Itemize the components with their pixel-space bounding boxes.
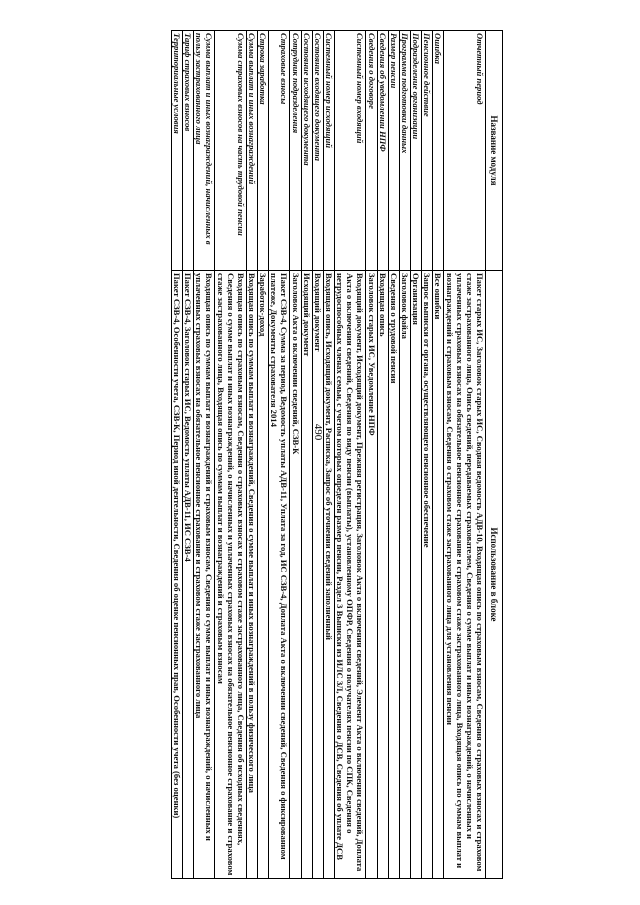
usage-cell: Пакет СЗВ-4, Сумма за период, Ведомость уплаты АДВ-11, Уплата за год, ИС СЗВ-4, Доплата Акта о включении сведений, Сведения о фиксированном платеже, Документы страхователя 2014 [269,271,290,879]
modules-table [171,30,503,879]
rotated-table-container [43,30,503,878]
module-name-cell: Сведения о договоре [366,31,377,271]
usage-cell: Входящая опись, Исходящий документ, Расписка, Запрос об уточнении сведений заполненный [323,271,334,879]
table-row [411,31,422,879]
usage-cell: Заголовок файла [399,271,410,879]
usage-cell: Входящая опись по суммам выплат и вознаграждений и страховым взносам, Сведения о сумме выплат и иных вознаграждений, о начисленных и уплаченных страховых взносах на обязательное пенсионное страхование и страховом стаже застрахованного лица [194,271,215,879]
usage-cell: Все ошибки [433,271,444,879]
table-row [335,31,366,879]
usage-cell: Сведения о трудовой пенсии [388,271,399,879]
usage-cell: Пакет СЗВ-4, Заголовок старых ИС, Ведомость уплаты АДВ-11, ИС СЗВ-4 [183,271,194,879]
table-row [433,31,444,879]
usage-cell: Входящий документ, Исходящий документ, Прежняя регистрация, Заголовок Акта о включении сведений, Элемент Акта о включении сведений, Доплата Акта о включении сведений, Сведения по виду пенсии (выплаты), установленному ОПФР, Сведения о получателях пенсии по СПК, Сведения о нетрудоспособных членах семьи, с учетом которых определен размер пенсии, Раздел 3 Выписки из ИЛС ЗЛ, Сведения о ДСВ, Сведения об уплате ДСВ [335,271,366,879]
module-name-cell: Строка заработка [258,31,269,271]
table-row [388,31,399,879]
usage-cell: Заголовок старых ИС, Уведомление НПФ [366,271,377,879]
usage-cell: Пакет старых ИС, Заголовок старых ИС, Сводная ведомость АДВ-10, Входящая опись по страховым взносам, Сведения о страховых взносах и страховом стаже застрахованного лица, Опись сведений, передаваемых страхователем, Сведения о сумме выплат и иных вознаграждений, о начисленных и уплаченных страховых взносах на обязательное пенсионное страхование и страховом стаже застрахованного лица, Входящая опись по суммам выплат и вознаграждений и страховым взносам, Сведения о страховом стаже застрахованного лица для установления пенсии [444,271,486,879]
table-row [215,31,246,879]
table-row [290,31,301,879]
table-row [377,31,388,879]
table-row [399,31,410,879]
table-row [366,31,377,879]
module-name-cell: Размер пенсии [388,31,399,271]
usage-cell: Входящая опись по суммам выплат и вознаграждений, Сведения о сумме выплат и иных вознаграждений в пользу физического лица [246,271,257,879]
module-name-cell: Ошибка [433,31,444,271]
usage-cell: Пакет СЗВ-4, Особенности учета, СЗВ-К, Период иной деятельности, Сведения об оценке пенсионных прав, Особенности учета (без оценки) [171,271,182,879]
module-name-cell: Системный номер входящий [335,31,366,271]
header-module-name: Название модуля [486,31,503,271]
module-name-cell: Пенсионное действие [422,31,433,271]
header-usage: Использование в блоке [486,271,503,879]
table-row [258,31,269,879]
usage-cell: Заголовок Акта о включении сведений, СЗВ-К [290,271,301,879]
module-name-cell: Страховые взносы [269,31,290,271]
module-name-cell: Программа подготовки данных [399,31,410,271]
table-row [312,31,323,879]
module-name-cell: Сумма выплат и иных вознаграждений, начисленных в пользу застрахованного лица [194,31,215,271]
table-row [301,31,312,879]
usage-cell: Входящая опись [377,271,388,879]
table-row [444,31,486,879]
usage-cell: Входящая опись по страховым взносам, Сведения о страховых взносах и страховом стаже застрахованного лица, Сведения об исходных сведениях, Сведения о сумме выплат и иных вознаграждений, о начисленных и уплаченных страховых взносах на обязательное пенсионное страхование и страховом стаже застрахованного лица, Входящая опись по суммам выплат и вознаграждений и страховым взносам [215,271,246,879]
table-row [246,31,257,879]
usage-cell: Запрос выписки от органа, осуществляющего пенсионное обеспечение [422,271,433,879]
usage-cell: Входящий документ [312,271,323,879]
table-row [194,31,215,879]
table-row [422,31,433,879]
usage-cell: Исходящий документ [301,271,312,879]
module-name-cell: Состояние исходящего документа [301,31,312,271]
table-body [171,31,485,879]
table-row [183,31,194,879]
table-row [171,31,182,879]
module-name-cell: Сотрудник подразделения [290,31,301,271]
module-name-cell: Сумма выплат и иных вознаграждений [246,31,257,271]
module-name-cell: Сведения об уведомлении НПФ [377,31,388,271]
table-header-row [486,31,503,879]
module-name-cell: Сумма страховых взносов на часть трудовой пенсии [215,31,246,271]
usage-cell: Организация [411,271,422,879]
page-number: 490 [312,423,324,441]
module-name-cell: Отчетный период [444,31,486,271]
table-row [269,31,290,879]
module-name-cell: Тариф страховых взносов [183,31,194,271]
module-name-cell: Системный номер исходящий [323,31,334,271]
module-name-cell: Территориальные условия [171,31,182,271]
usage-cell: Заработок-доход [258,271,269,879]
module-name-cell: Состояние входящего документа [312,31,323,271]
table-row [323,31,334,879]
module-name-cell: Подразделение организации [411,31,422,271]
